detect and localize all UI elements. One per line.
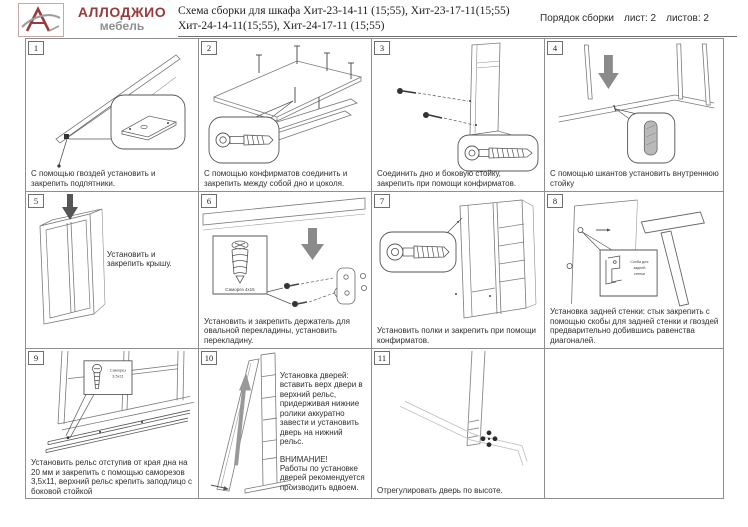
warning-body: Работы по установке дверей рекомендуется производить вдвоем. [279,463,365,492]
bracket-label-line2: задней [633,265,646,271]
panel-step-9 [26,349,198,498]
header-divider [178,36,737,37]
panel-step-5 [26,192,198,348]
panel-caption: С помощью гвоздей установить и закрепить подпятники. [31,169,156,188]
sheet-number: лист: 2 [623,13,657,24]
warning-title: ВНИМАНИЕ! [279,454,328,464]
panel-number: 8 [547,194,563,208]
brand-name: АЛЛОДЖИО [77,4,167,20]
door-adjust-icon [372,349,544,498]
panel-number: 11 [374,351,390,365]
panel-11-illustration [372,349,544,498]
panel-step-8 [545,192,723,348]
screw-icon [284,278,337,307]
panel-step-10 [199,349,371,498]
panel-step-4 [545,39,723,191]
panel-number: 4 [547,41,563,55]
sheet-meta [540,13,740,24]
panel-7-illustration [372,192,544,348]
arrow-down-icon [301,228,324,260]
panel-caption: Установить рельс отступив от края дна на 20 мм и закрепить с помощью саморезов 3,5х11, верхний рельс крепить заподлицо с боковой стойкой [31,458,193,496]
panel-number: 10 [201,351,217,365]
screw-size-label: Саморез 4х15 [225,287,255,292]
oval-rail-holder-icon [335,268,367,304]
panel-number: 7 [374,194,390,208]
panel-caption: Установить и закрепить крышу. [106,250,172,269]
sheet-header [0,0,748,38]
panel-caption: Отрегулировать дверь по высоте. [377,485,503,495]
panel-step-7 [372,192,544,348]
bracket-label-line3: стенки [633,271,646,277]
panel-caption: Установить полки и закрепить при помощи конфирматов. [377,326,536,345]
sheets-total: листов: 2 [666,13,709,24]
panel-step-6 [199,192,371,348]
brand-logo [18,3,64,37]
panel-number: 3 [374,41,390,55]
sheet-title-line1: Схема сборки для шкафа Хит-23-14-11 (15;55), Хит-23-17-11(15;55) [178,5,510,17]
panel-number: 6 [201,194,217,208]
panel-step-1 [26,39,198,191]
brand-subtitle: мебель [99,18,145,33]
sheet-title-line2: Хит-24-14-11(15;55), Хит-24-17-11 (15;55) [178,19,385,32]
panel-caption: Установка задней стенки: стык закрепить с помощью скобы для задней стенки и гвоздей предварительно добившись равенства диагоналей. [550,307,719,345]
panel-number: 5 [28,194,44,208]
panel-step-2 [199,39,371,191]
panel-caption: Соединить дно и боковую стойку, закрепить при помощи конфирматов. [377,169,517,188]
confirmat-screw-icon [397,88,477,126]
panel-step-3 [372,39,544,191]
screw-size-label-line1: Саморез [109,367,127,373]
panel-number: 9 [28,351,44,365]
brand-text [68,5,176,33]
panel-5-illustration [26,192,198,348]
order-label: Порядок сборки [540,13,614,24]
panel-caption: С помощью шкантов установить внутреннюю стойку [550,169,719,188]
adjustment-screw-icon [481,431,498,448]
arrow-down-icon [598,55,619,89]
steps-grid [25,38,724,499]
panel-empty [545,349,723,498]
door-install-body: вставить верх двери в верхний рельс, придерживая нижние ролики аккуратно завести и установить дверь на нижний рельс. [279,380,363,447]
panel-caption: С помощью конфирматов соединить и закрепить между собой дно и цоколя. [204,169,348,188]
brand-logo-icon [19,4,63,36]
bracket-label-line1: Скоба для [630,259,649,265]
screw-size-label-line2: 3,5х11 [112,373,124,379]
panel-step-11 [372,349,544,498]
panel-caption [280,371,368,492]
carcass-top-icon [26,192,198,348]
door-install-title: Установка дверей: [279,371,349,380]
panel-number: 1 [28,41,44,55]
dowel-icon [644,121,657,155]
panel-number: 2 [201,41,217,55]
sheet-title [178,4,533,34]
panel-caption: Установить и закрепить держатель для овальной перекладины, установить перекладину. [204,316,350,345]
shelves-confirmat-icon [372,192,544,348]
